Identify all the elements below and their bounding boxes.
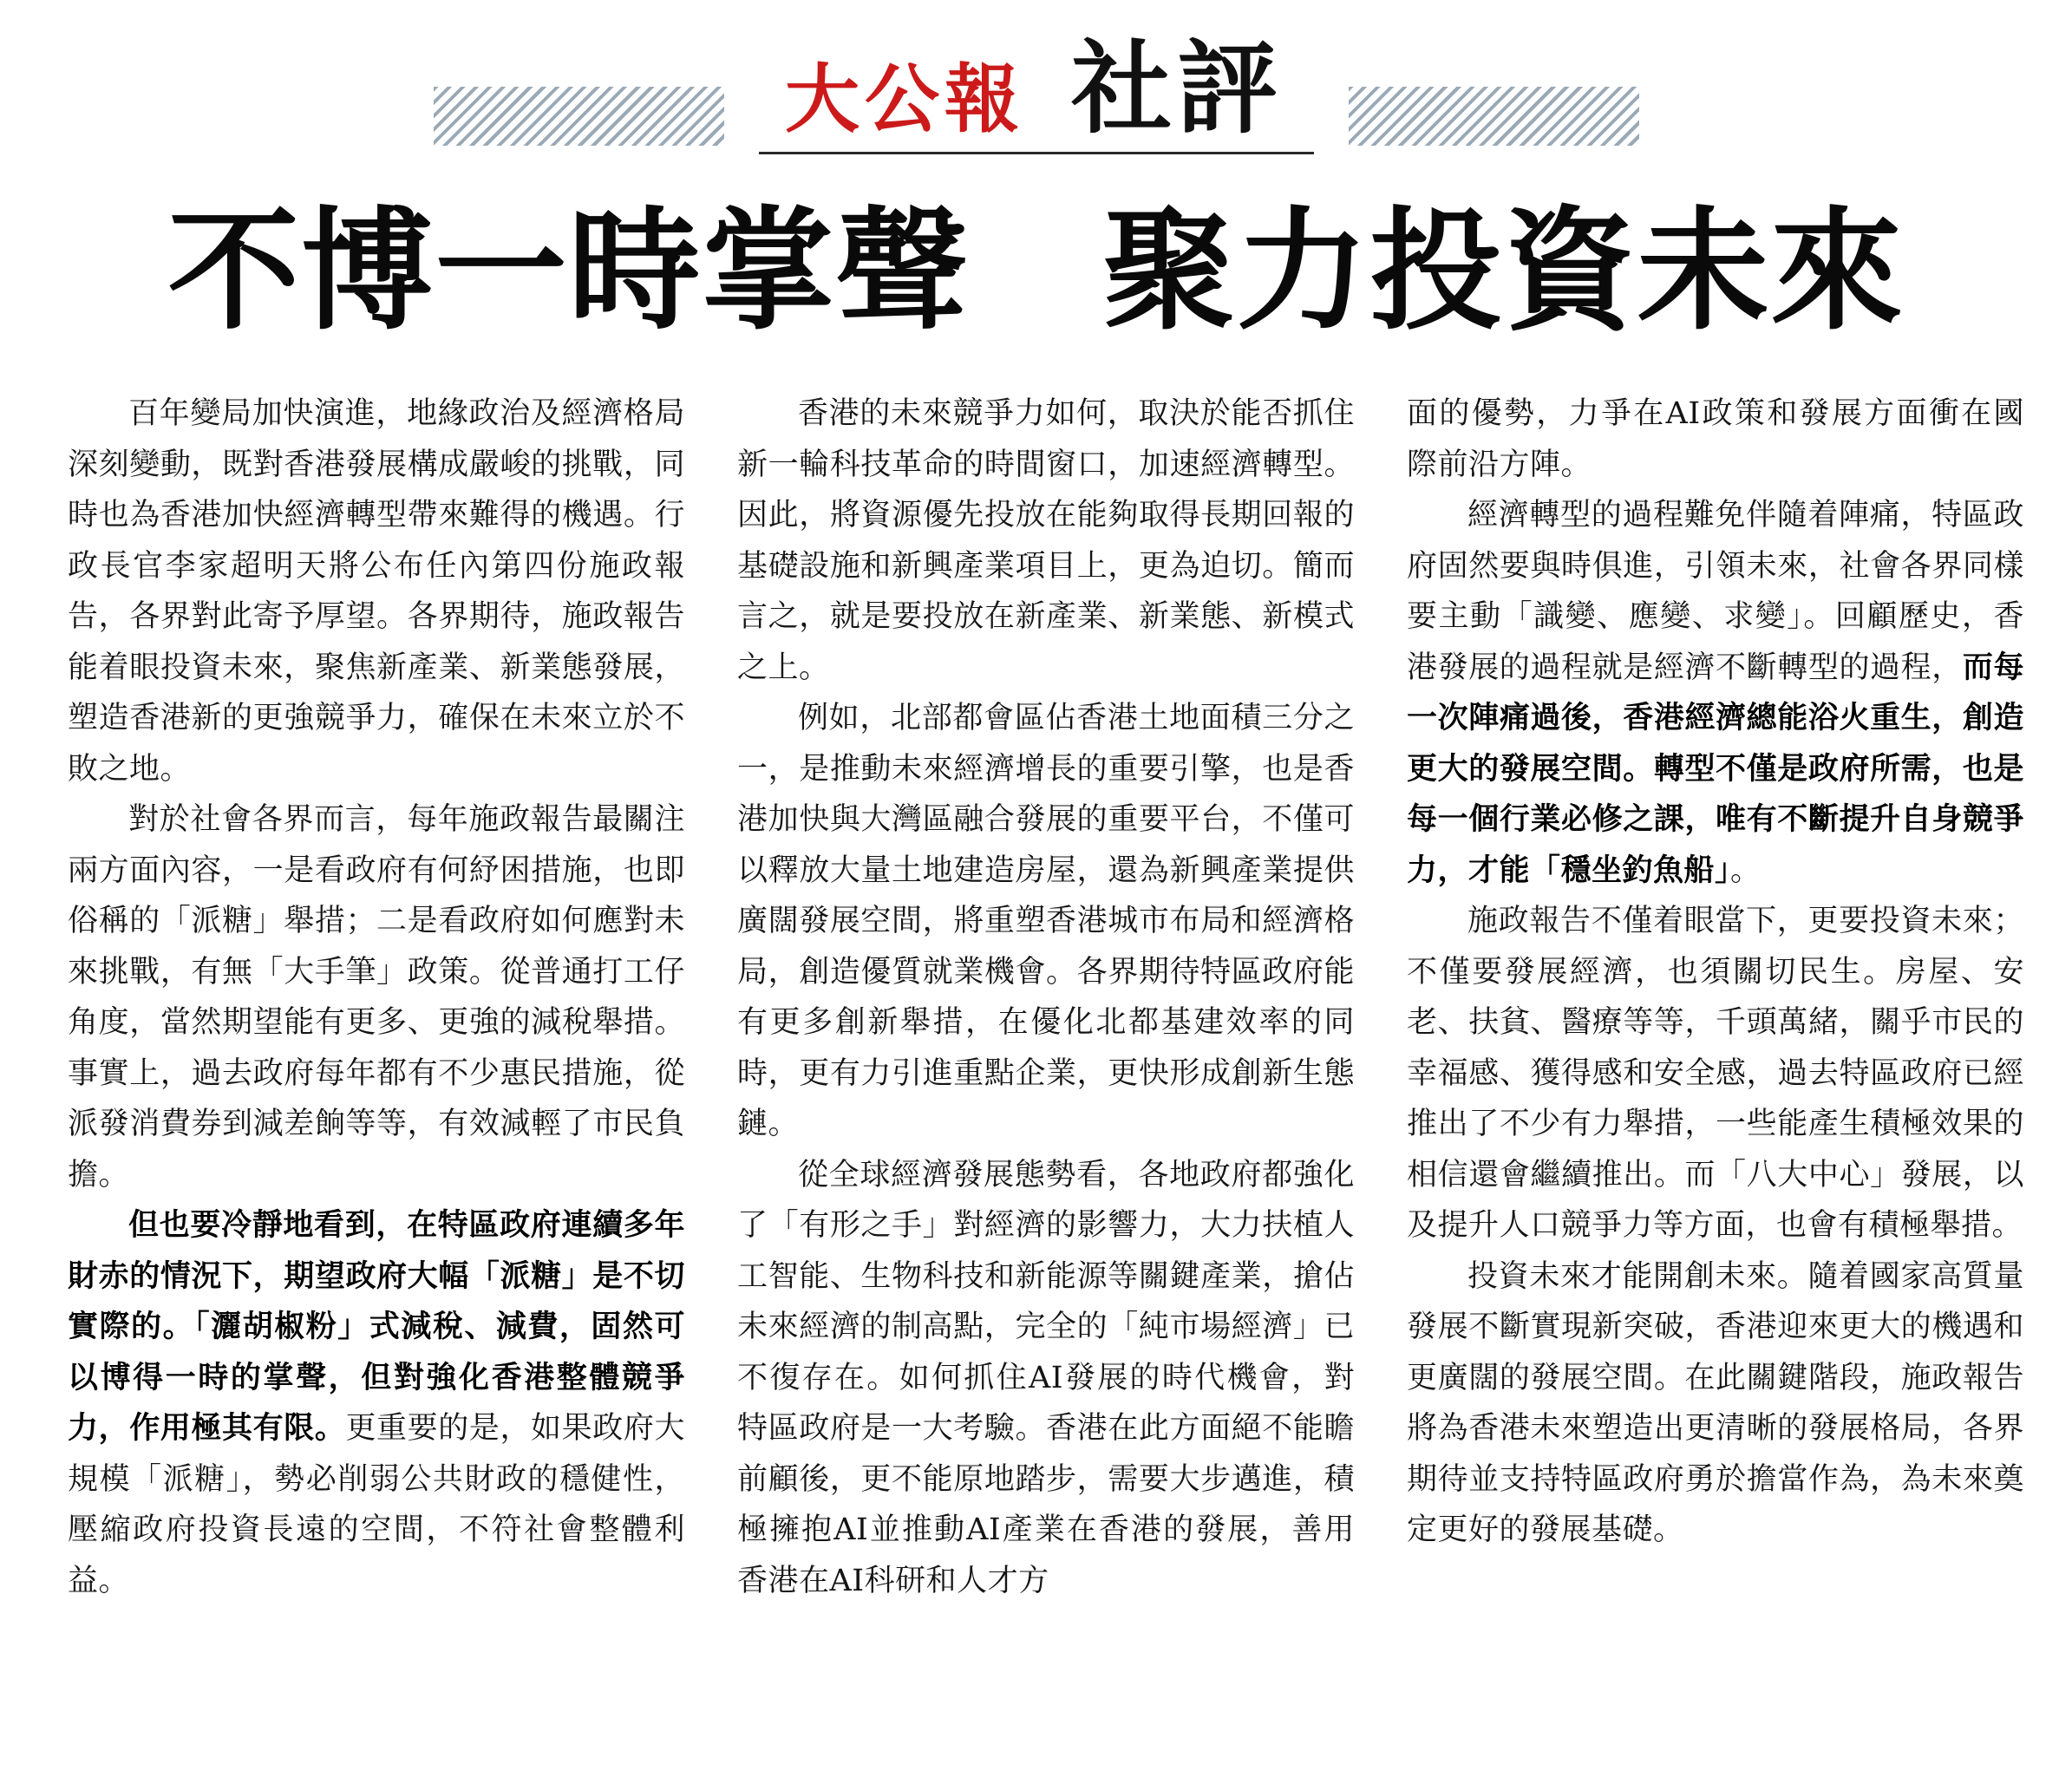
body-text: 投資未來才能開創未來。隨着國家高質量發展不斷實現新突破，香港迎來更大的機遇和更廣闊的發展空間。在此關鍵階段，施政報告將為香港未來塑造出更清晰的發展格局，各界期待並支持特區政府勇於擔當作為，為未來奠定更好的發展基礎。 bbox=[1407, 1258, 2024, 1547]
body-text: 例如，北部都會區佔香港土地面積三分之一，是推動未來經濟增長的重要引擎，也是香港加快與大灣區融合發展的重要平台，不僅可以釋放大量土地建造房屋，還為新興產業提供廣闊發展空間，將重塑香港城市布局和經濟格局，創造優質就業機會。各界期待特區政府能有更多創新舉措，在優化北都基建效率的同時，更有力引進重點企業，更快形成創新生態鏈。 bbox=[737, 701, 1355, 1141]
body-text: 。 bbox=[1730, 853, 1762, 888]
paragraph bbox=[737, 1150, 1355, 1607]
body-text: 更重要的是，如果政府大規模「派糖」，勢必削弱公共財政的穩健性，壓縮政府投資長遠的空間，不符社會整體利益。 bbox=[68, 1411, 685, 1598]
body-text: 從全球經濟發展態勢看，各地政府都強化了「有形之手」對經濟的影響力，大力扶植人工智能、生物科技和新能源等關鍵產業，搶佔未來經濟的制高點，完全的「純市場經濟」已不復存在。如何抓住AI發展的時代機會，對特區政府是一大考驗。香港在此方面絕不能瞻前顧後，更不能原地踏步，需要大步邁進，積極擁抱AI並推動AI產業在香港的發展，善用香港在AI科研和人才方 bbox=[737, 1157, 1355, 1598]
paragraph bbox=[737, 389, 1355, 693]
headline: 不博一時掌聲 聚力投資未來 bbox=[167, 193, 1905, 348]
body-text: 百年變局加快演進，地緣政治及經濟格局深刻變動，既對香港發展構成嚴峻的挑戰，同時也為香港加快經濟轉型帶來難得的機遇。行政長官李家超明天將公布任內第四份施政報告，各界對此寄予厚望。各界期待，施政報告能着眼投資未來，聚焦新產業、新業態發展，塑造香港新的更強競爭力，確保在未來立於不敗之地。 bbox=[68, 396, 685, 787]
paragraph-continuation bbox=[1407, 389, 2024, 490]
paragraph bbox=[68, 1200, 685, 1606]
paragraph bbox=[737, 693, 1355, 1150]
paragraph bbox=[68, 389, 685, 794]
article-column-1 bbox=[68, 389, 685, 1606]
emphasized-text: 而每一次陣痛過後，香港經濟總能浴火重生，創造更大的發展空間。轉型不僅是政府所需，也是每一個行業必修之課，唯有不斷提升自身競爭力，才能「穩坐釣魚船」 bbox=[1407, 650, 2024, 888]
emphasized-text: 但也要冷靜地看到，在特區政府連續多年財赤的情況下，期望政府大幅「派糖」是不切實際的。「灑胡椒粉」式減稅、減費，固然可以博得一時的掌聲，但對強化香港整體競爭力，作用極其有限。 bbox=[68, 1208, 685, 1446]
decorative-stripes-right bbox=[1349, 87, 1639, 146]
paragraph bbox=[1407, 896, 2024, 1251]
body-text: 施政報告不僅着眼當下，更要投資未來；不僅要發展經濟，也須關切民生。房屋、安老、扶貧、醫療等等，千頭萬緒，關乎市民的幸福感、獲得感和安全感，過去特區政府已經推出了不少有力舉措，一些能產生積極效果的相信還會繼續推出。而「八大中心」發展，以及提升人口競爭力等方面，也會有積極舉措。 bbox=[1407, 904, 2024, 1243]
paragraph bbox=[1407, 490, 2024, 896]
paragraph bbox=[1407, 1251, 2024, 1556]
decorative-stripes-left bbox=[434, 87, 724, 146]
masthead-divider bbox=[759, 152, 1314, 154]
newspaper-logo: 大公報 bbox=[785, 56, 1024, 143]
body-text: 對於社會各界而言，每年施政報告最關注兩方面內容，一是看政府有何紓困措施，也即俗稱的「派糖」舉措；二是看政府如何應對未來挑戰，有無「大手筆」政策。從普通打工仔角度，當然期望能有更多、更強的減稅舉措。事實上，過去政府每年都有不少惠民措施，從派發消費券到減差餉等等，有效減輕了市民負擔。 bbox=[68, 802, 685, 1192]
article-column-3 bbox=[1407, 389, 2024, 1556]
masthead bbox=[0, 26, 2072, 156]
article-column-2 bbox=[737, 389, 1355, 1606]
paragraph bbox=[68, 794, 685, 1200]
section-title: 社評 bbox=[1071, 29, 1283, 147]
body-text: 面的優勢，力爭在AI政策和發展方面衝在國際前沿方陣。 bbox=[1407, 396, 2024, 482]
body-text: 經濟轉型的過程難免伴隨着陣痛，特區政府固然要與時俱進，引領未來，社會各界同樣要主動「識變、應變、求變」。回顧歷史，香港發展的過程就是經濟不斷轉型的過程， bbox=[1407, 498, 2024, 685]
body-text: 香港的未來競爭力如何，取決於能否抓住新一輪科技革命的時間窗口，加速經濟轉型。因此，將資源優先投放在能夠取得長期回報的基礎設施和新興產業項目上，更為迫切。簡而言之，就是要投放在新產業、新業態、新模式之上。 bbox=[737, 396, 1355, 685]
